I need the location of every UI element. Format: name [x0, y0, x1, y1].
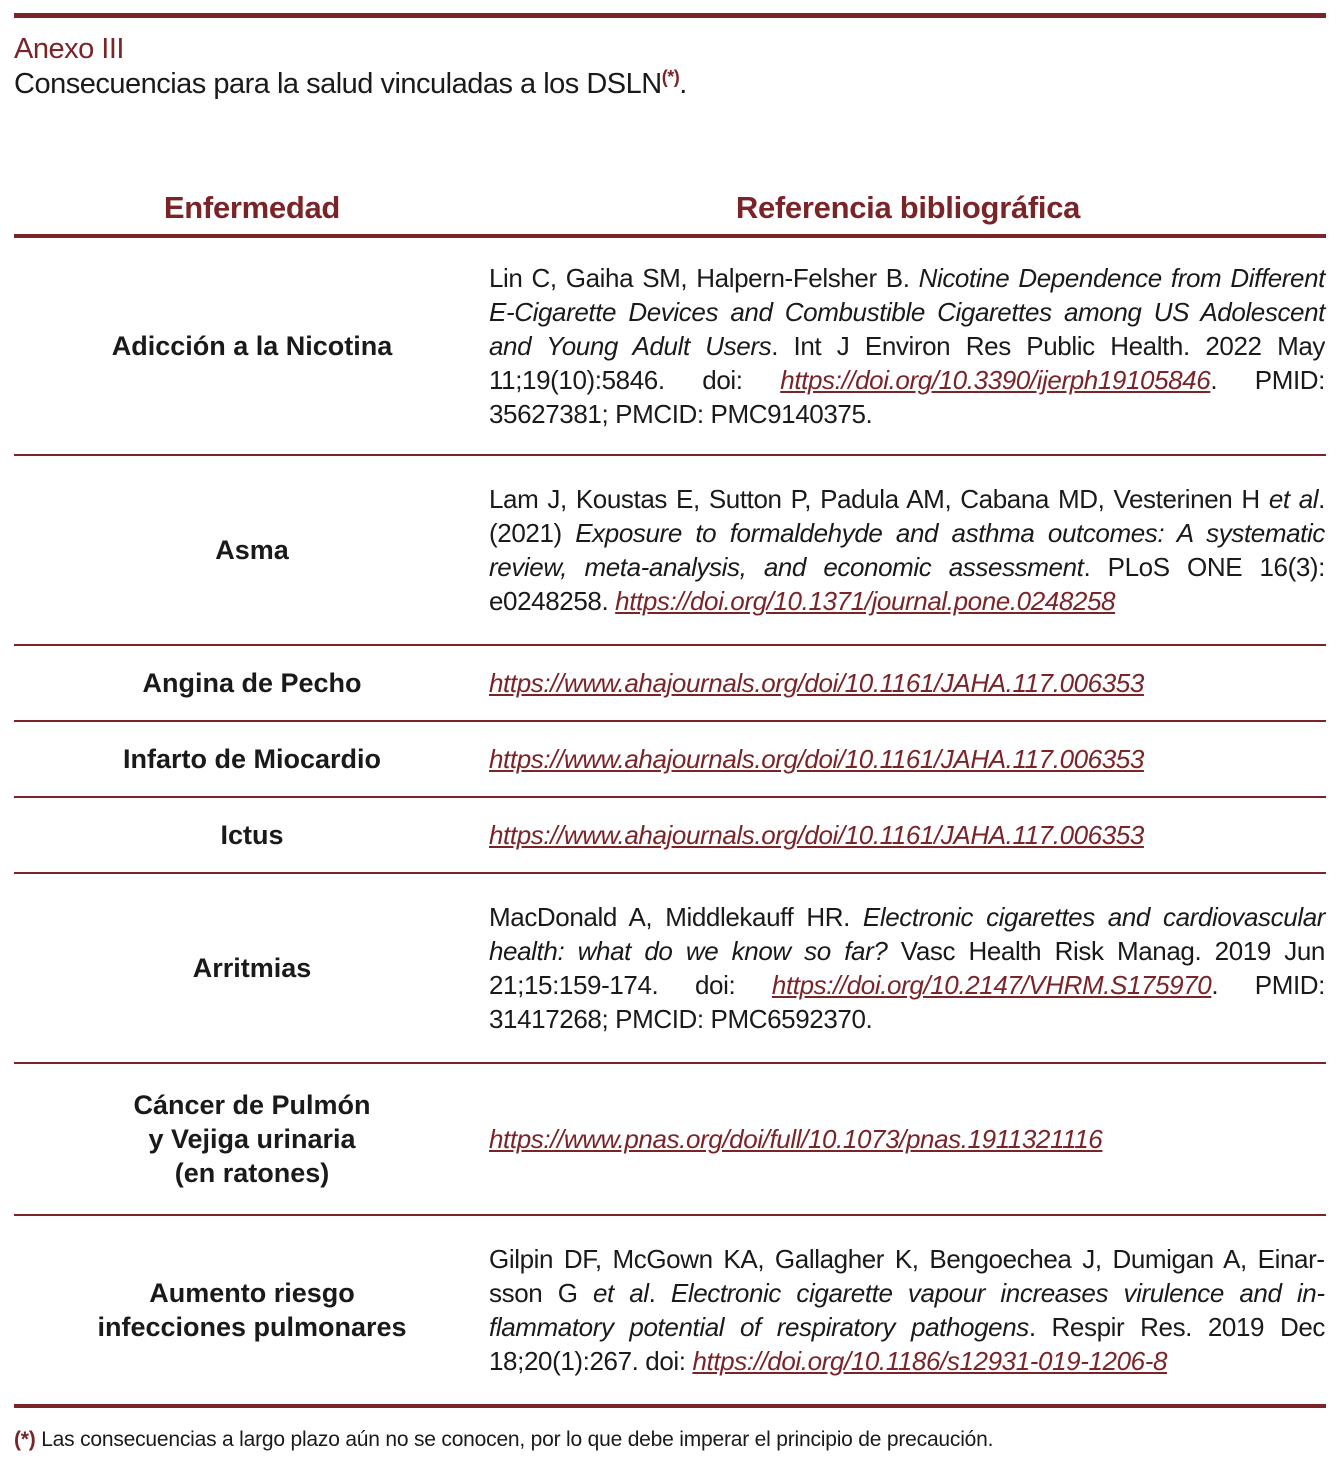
- doi-link[interactable]: https://doi.org/10.1186/s12931-019-1206-8: [692, 1346, 1168, 1376]
- reference-source: . Respir Res. 2019 Dec 18;20(1):267. doi:: [489, 1312, 1325, 1376]
- disease-label: Arritmias: [192, 953, 312, 983]
- reference-et-al: et al: [1268, 484, 1319, 514]
- column-header-reference: Referencia bibliográfica: [735, 190, 1081, 225]
- disease-cell: [14, 238, 490, 454]
- footnote: [14, 1426, 993, 1454]
- page-title: [14, 66, 687, 102]
- doi-link[interactable]: https://doi.org/10.1371/journal.pone.0248258: [615, 586, 1116, 616]
- annex-label: Anexo III: [14, 33, 124, 65]
- reference-text: [489, 818, 1325, 852]
- table-row: [14, 1064, 1326, 1214]
- disease-label: Aumento riesgo: [149, 1278, 355, 1308]
- table-row: [14, 1216, 1326, 1404]
- reference-text: [489, 1122, 1325, 1156]
- reference-authors: MacDonald A, Middlekauff HR.: [489, 902, 863, 932]
- table-row: [14, 874, 1326, 1062]
- document-page: [14, 0, 1326, 1472]
- doi-link[interactable]: https://doi.org/10.3390/ijerph19105846: [780, 365, 1211, 395]
- reference-title: Nicotine Dependence from Different E-Cigarette Devices and Combustible Cigarettes among US Adolescent and Young Adult Users: [489, 263, 1325, 361]
- reference-authors: Lin C, Gaiha SM, Halpern-Felsher B.: [489, 263, 919, 293]
- reference-authors: Gilpin DF, McGown KA, Gallagher K, Bengoechea J, Dumigan A, Einarsson G: [489, 1244, 1325, 1308]
- disease-label: Infarto de Miocardio: [122, 744, 382, 774]
- reference-source: . Int J Environ Res Public Health. 2022 May 11;19(10):5846. doi:: [489, 331, 1326, 395]
- reference-et-al: et al: [592, 1278, 649, 1308]
- reference-year: . (2021): [489, 484, 1325, 548]
- disease-cell: [14, 1064, 490, 1214]
- reference-cell: [489, 1064, 1325, 1214]
- reference-source: . PLoS ONE 16(3): e0248258.: [489, 552, 1325, 616]
- footnote-text: Las consecuencias a largo plazo aún no se conocen, por lo que debe imperar el principio de precaución.: [35, 1428, 994, 1451]
- reference-sep: .: [648, 1278, 671, 1308]
- disease-cell: [14, 646, 490, 720]
- table-row: [14, 722, 1326, 796]
- bottom-rule: [14, 1404, 1326, 1408]
- footnote-mark: (*): [14, 1428, 36, 1451]
- disease-cell: [14, 456, 490, 644]
- disease-cell: [14, 798, 490, 872]
- page-title-end: .: [679, 68, 687, 100]
- reference-text: [489, 900, 1325, 1036]
- page-title-text: Consecuencias para la salud vinculadas a los DSLN: [14, 68, 662, 100]
- disease-label: Ictus: [220, 820, 284, 850]
- table-row: [14, 646, 1326, 720]
- doi-link[interactable]: https://doi.org/10.2147/VHRM.S175970: [771, 970, 1212, 1000]
- disease-label: Asma: [215, 535, 289, 565]
- footnote-mark: (*): [661, 67, 680, 87]
- reference-title: Exposure to formaldehyde and asthma outcomes: A systematic review, meta-analysis, and economic assessment: [489, 518, 1325, 582]
- reference-cell: [489, 238, 1325, 454]
- reference-link[interactable]: https://www.pnas.org/doi/full/10.1073/pnas.1911321116: [489, 1124, 1103, 1154]
- reference-text: [489, 1242, 1325, 1378]
- reference-cell: [489, 722, 1325, 796]
- disease-cell: [14, 722, 490, 796]
- reference-text: [489, 261, 1325, 431]
- disease-label: Adicción a la Nicotina: [111, 331, 393, 361]
- reference-cell: [489, 646, 1325, 720]
- reference-text: [489, 666, 1325, 700]
- reference-link[interactable]: https://www.ahajournals.org/doi/10.1161/JAHA.117.006353: [489, 668, 1144, 698]
- disease-label: Cáncer de Pulmón: [133, 1090, 371, 1120]
- reference-source: Vasc Health Risk Manag. 2019 Jun 21;15:159-174. doi:: [489, 936, 1325, 1000]
- reference-title: Electronic cigarettes and cardiovascular health: what do we know so far?: [489, 902, 1326, 966]
- table-row: [14, 798, 1326, 872]
- reference-cell: [489, 1216, 1325, 1404]
- reference-text: [489, 742, 1325, 776]
- reference-link[interactable]: https://www.ahajournals.org/doi/10.1161/JAHA.117.006353: [489, 744, 1144, 774]
- reference-title: Electronic cigarette vapour increases virulence and inflammatory potential of respiratory pathogens: [489, 1278, 1326, 1342]
- reference-text: [489, 482, 1325, 618]
- disease-label: infecciones pulmonares: [97, 1312, 407, 1342]
- reference-cell: [489, 456, 1325, 644]
- reference-cell: [489, 798, 1325, 872]
- disease-label: y Vejiga urinaria: [148, 1124, 356, 1154]
- table-row: [14, 238, 1326, 454]
- disease-cell: [14, 874, 490, 1062]
- table-row: [14, 456, 1326, 644]
- reference-link[interactable]: https://www.ahajournals.org/doi/10.1161/JAHA.117.006353: [489, 820, 1144, 850]
- reference-ids: . PMID: 35627381; PMCID: PMC9140375.: [489, 365, 1326, 429]
- reference-cell: [489, 874, 1325, 1062]
- column-header-disease: Enfermedad: [163, 190, 341, 225]
- disease-cell: [14, 1216, 490, 1404]
- reference-ids: . PMID: 31417268; PMCID: PMC6592370.: [489, 970, 1326, 1034]
- reference-authors: Lam J, Koustas E, Sutton P, Padula AM, Cabana MD, Vesterinen H: [489, 484, 1269, 514]
- disease-label: Angina de Pecho: [142, 668, 362, 698]
- top-rule: [14, 13, 1326, 18]
- disease-label: (en ratones): [174, 1158, 330, 1188]
